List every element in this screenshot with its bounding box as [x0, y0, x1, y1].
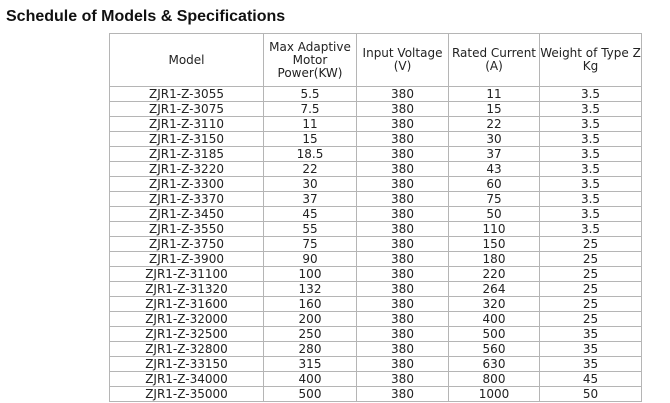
cell-weight: 3.5 — [540, 222, 642, 237]
cell-rated-current: 110 — [449, 222, 540, 237]
cell-input-voltage: 380 — [357, 147, 449, 162]
cell-motor-power: 18.5 — [264, 147, 357, 162]
cell-input-voltage: 380 — [357, 372, 449, 387]
header-input-voltage: Input Voltage (V) — [357, 34, 449, 87]
cell-rated-current: 180 — [449, 252, 540, 267]
cell-model: ZJR1-Z-31320 — [110, 282, 264, 297]
cell-weight: 35 — [540, 342, 642, 357]
cell-input-voltage: 380 — [357, 327, 449, 342]
table-body — [110, 87, 642, 402]
cell-motor-power: 55 — [264, 222, 357, 237]
cell-motor-power: 90 — [264, 252, 357, 267]
cell-rated-current: 50 — [449, 207, 540, 222]
cell-input-voltage: 380 — [357, 117, 449, 132]
cell-motor-power: 75 — [264, 237, 357, 252]
cell-model: ZJR1-Z-35000 — [110, 387, 264, 402]
cell-model: ZJR1-Z-3550 — [110, 222, 264, 237]
table-row — [110, 237, 642, 252]
header-weight: Weight of Type Z Kg — [540, 34, 642, 87]
table-row — [110, 252, 642, 267]
cell-model: ZJR1-Z-3055 — [110, 87, 264, 102]
table-row — [110, 357, 642, 372]
cell-rated-current: 15 — [449, 102, 540, 117]
table-row — [110, 312, 642, 327]
cell-input-voltage: 380 — [357, 387, 449, 402]
cell-weight: 3.5 — [540, 87, 642, 102]
cell-weight: 35 — [540, 357, 642, 372]
cell-motor-power: 22 — [264, 162, 357, 177]
cell-motor-power: 315 — [264, 357, 357, 372]
table-row — [110, 297, 642, 312]
cell-rated-current: 37 — [449, 147, 540, 162]
cell-model: ZJR1-Z-31100 — [110, 267, 264, 282]
cell-input-voltage: 380 — [357, 162, 449, 177]
cell-model: ZJR1-Z-32000 — [110, 312, 264, 327]
cell-motor-power: 160 — [264, 297, 357, 312]
table-row — [110, 87, 642, 102]
cell-weight: 3.5 — [540, 207, 642, 222]
cell-input-voltage: 380 — [357, 282, 449, 297]
cell-rated-current: 500 — [449, 327, 540, 342]
cell-weight: 25 — [540, 267, 642, 282]
cell-motor-power: 132 — [264, 282, 357, 297]
cell-model: ZJR1-Z-3110 — [110, 117, 264, 132]
cell-model: ZJR1-Z-32500 — [110, 327, 264, 342]
cell-model: ZJR1-Z-33150 — [110, 357, 264, 372]
cell-rated-current: 150 — [449, 237, 540, 252]
cell-model: ZJR1-Z-3220 — [110, 162, 264, 177]
cell-rated-current: 60 — [449, 177, 540, 192]
cell-weight: 25 — [540, 252, 642, 267]
cell-rated-current: 264 — [449, 282, 540, 297]
cell-weight: 3.5 — [540, 117, 642, 132]
cell-model: ZJR1-Z-3075 — [110, 102, 264, 117]
cell-model: ZJR1-Z-3370 — [110, 192, 264, 207]
cell-motor-power: 37 — [264, 192, 357, 207]
cell-motor-power: 7.5 — [264, 102, 357, 117]
cell-motor-power: 280 — [264, 342, 357, 357]
cell-input-voltage: 380 — [357, 207, 449, 222]
table-row — [110, 387, 642, 402]
cell-weight: 3.5 — [540, 102, 642, 117]
cell-motor-power: 200 — [264, 312, 357, 327]
header-max-motor-power: Max Adaptive Motor Power(KW) — [264, 34, 357, 87]
cell-model: ZJR1-Z-34000 — [110, 372, 264, 387]
cell-model: ZJR1-Z-3450 — [110, 207, 264, 222]
header-rated-current: Rated Current (A) — [449, 34, 540, 87]
table-row — [110, 177, 642, 192]
cell-motor-power: 45 — [264, 207, 357, 222]
cell-model: ZJR1-Z-32800 — [110, 342, 264, 357]
cell-weight: 25 — [540, 237, 642, 252]
table-row — [110, 267, 642, 282]
cell-motor-power: 400 — [264, 372, 357, 387]
page-title: Schedule of Models & Specifications — [6, 8, 286, 25]
cell-motor-power: 100 — [264, 267, 357, 282]
cell-input-voltage: 380 — [357, 357, 449, 372]
cell-weight: 3.5 — [540, 132, 642, 147]
cell-motor-power: 11 — [264, 117, 357, 132]
cell-weight: 25 — [540, 312, 642, 327]
header-model: Model — [110, 34, 264, 87]
cell-weight: 50 — [540, 387, 642, 402]
cell-input-voltage: 380 — [357, 102, 449, 117]
cell-input-voltage: 380 — [357, 252, 449, 267]
cell-rated-current: 22 — [449, 117, 540, 132]
cell-rated-current: 30 — [449, 132, 540, 147]
cell-motor-power: 30 — [264, 177, 357, 192]
table-row — [110, 162, 642, 177]
cell-input-voltage: 380 — [357, 222, 449, 237]
table-row — [110, 117, 642, 132]
cell-model: ZJR1-Z-3300 — [110, 177, 264, 192]
table-row — [110, 342, 642, 357]
cell-input-voltage: 380 — [357, 267, 449, 282]
cell-input-voltage: 380 — [357, 297, 449, 312]
table-row — [110, 222, 642, 237]
table-row — [110, 372, 642, 387]
cell-input-voltage: 380 — [357, 237, 449, 252]
table-row — [110, 132, 642, 147]
cell-model: ZJR1-Z-31600 — [110, 297, 264, 312]
cell-weight: 3.5 — [540, 177, 642, 192]
cell-rated-current: 1000 — [449, 387, 540, 402]
cell-model: ZJR1-Z-3750 — [110, 237, 264, 252]
cell-rated-current: 800 — [449, 372, 540, 387]
cell-weight: 3.5 — [540, 162, 642, 177]
cell-input-voltage: 380 — [357, 132, 449, 147]
cell-rated-current: 220 — [449, 267, 540, 282]
cell-input-voltage: 380 — [357, 177, 449, 192]
cell-rated-current: 43 — [449, 162, 540, 177]
specifications-table — [109, 33, 642, 402]
cell-weight: 45 — [540, 372, 642, 387]
cell-rated-current: 11 — [449, 87, 540, 102]
table-row — [110, 102, 642, 117]
cell-input-voltage: 380 — [357, 342, 449, 357]
table-row — [110, 327, 642, 342]
cell-weight: 3.5 — [540, 147, 642, 162]
table-row — [110, 207, 642, 222]
cell-rated-current: 560 — [449, 342, 540, 357]
cell-input-voltage: 380 — [357, 192, 449, 207]
cell-rated-current: 400 — [449, 312, 540, 327]
cell-weight: 25 — [540, 282, 642, 297]
cell-weight: 35 — [540, 327, 642, 342]
cell-input-voltage: 380 — [357, 312, 449, 327]
cell-model: ZJR1-Z-3150 — [110, 132, 264, 147]
cell-motor-power: 5.5 — [264, 87, 357, 102]
table-row — [110, 192, 642, 207]
table-row — [110, 147, 642, 162]
cell-motor-power: 250 — [264, 327, 357, 342]
cell-weight: 25 — [540, 297, 642, 312]
cell-rated-current: 630 — [449, 357, 540, 372]
table-header-row — [110, 34, 642, 87]
table-row — [110, 282, 642, 297]
cell-rated-current: 75 — [449, 192, 540, 207]
cell-model: ZJR1-Z-3185 — [110, 147, 264, 162]
cell-weight: 3.5 — [540, 192, 642, 207]
cell-input-voltage: 380 — [357, 87, 449, 102]
cell-motor-power: 15 — [264, 132, 357, 147]
cell-model: ZJR1-Z-3900 — [110, 252, 264, 267]
cell-rated-current: 320 — [449, 297, 540, 312]
cell-motor-power: 500 — [264, 387, 357, 402]
